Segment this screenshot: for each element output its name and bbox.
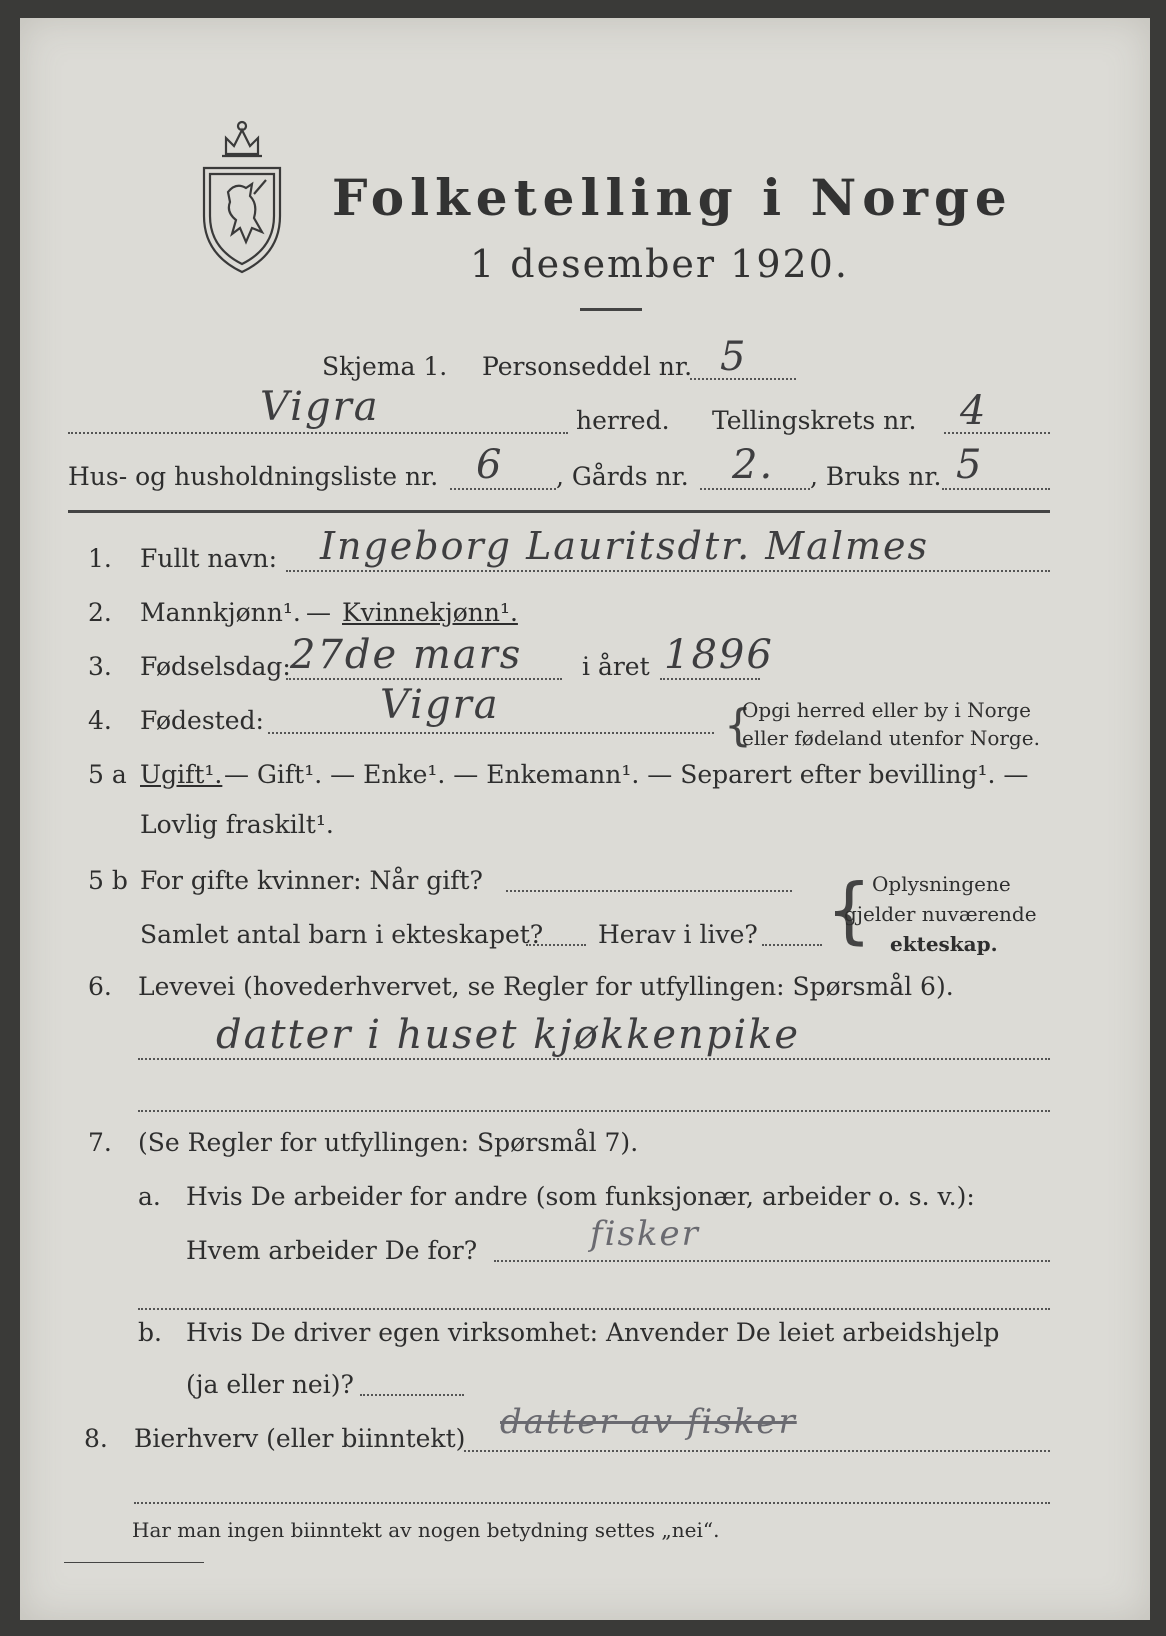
q8-field-line (464, 1450, 1050, 1452)
q7a-letter: a. (138, 1182, 161, 1211)
census-date: 1 desember 1920. (470, 242, 849, 286)
household-list-value[interactable]: 6 (476, 442, 504, 488)
schema-label: Skjema 1. (322, 352, 448, 381)
household-list-label: Hus- og husholdningsliste nr. (68, 462, 439, 491)
q6-field-line-2 (138, 1110, 1050, 1112)
q5a-options: — Gift¹. — Enke¹. — Enkemann¹. — Separert efter bevilling¹. — (224, 760, 1029, 789)
q3-number: 3. (88, 652, 112, 681)
q5b-children-field-line (526, 944, 586, 946)
q5b-married-label: For gifte kvinner: Når gift? (140, 866, 483, 895)
q6-label: Levevei (hovederhvervet, se Regler for utfyllingen: Spørsmål 6). (138, 972, 954, 1001)
personseddel-label: Personseddel nr. (482, 352, 693, 381)
q8-field-line-2 (134, 1502, 1050, 1504)
q7b-line2: (ja eller nei)? (186, 1370, 354, 1399)
census-form (20, 18, 1150, 1620)
footer-note: Har man ingen biinntekt av nogen betydning settes „nei“. (132, 1518, 720, 1542)
norwegian-coat-of-arms-emblem (196, 116, 288, 278)
gards-label: , Gårds nr. (556, 462, 689, 491)
q5a-line2: Lovlig fraskilt¹. (140, 810, 334, 839)
q7-label: (Se Regler for utfyllingen: Spørsmål 7). (138, 1128, 639, 1157)
q4-label: Fødested: (140, 706, 264, 735)
q7b-field-line (360, 1394, 464, 1396)
q2-male-label: Mannkjønn¹. (140, 598, 301, 627)
form-title: Folketelling i Norge (332, 168, 1013, 227)
q1-field-line (286, 570, 1050, 572)
q5b-brace: { (826, 868, 872, 952)
q1-number: 1. (88, 544, 112, 573)
bruks-field-line (942, 488, 1050, 490)
employer-value[interactable]: fisker (590, 1214, 700, 1254)
q6-field-line-1 (138, 1058, 1050, 1060)
q5b-note-line3: ekteskap. (890, 932, 998, 956)
household-list-field-line (450, 488, 556, 490)
q4-number: 4. (88, 706, 112, 735)
tellingskrets-value[interactable]: 4 (960, 388, 988, 434)
q8-label: Bierhverv (eller biinntekt) (134, 1424, 466, 1453)
q5a-number: 5 a (88, 760, 127, 789)
q7b-letter: b. (138, 1318, 162, 1347)
q5b-note-line1: Oplysningene (872, 872, 1011, 896)
personseddel-value[interactable]: 5 (720, 334, 748, 380)
q7a-field-line (494, 1260, 1050, 1262)
q7b-line1: Hvis De driver egen virksomhet: Anvender De leiet arbeidshjelp (186, 1318, 1000, 1347)
gards-value[interactable]: 2. (732, 442, 775, 488)
q7-number: 7. (88, 1128, 112, 1157)
q1-label: Fullt navn: (140, 544, 278, 573)
footnote-rule (64, 1562, 204, 1563)
bruks-label: , Bruks nr. (810, 462, 942, 491)
gards-field-line (700, 488, 810, 490)
q4-field-line (268, 732, 714, 734)
q5b-note-line2: gjelder nuværende (844, 902, 1037, 926)
q5b-alive-field-line (762, 944, 822, 946)
q3-year-label: i året (582, 652, 650, 681)
q7-separator-line (138, 1308, 1050, 1310)
q3-year-field-line (660, 678, 760, 680)
q3-label: Fødselsdag: (140, 652, 291, 681)
birth-year-value[interactable]: 1896 (664, 632, 774, 678)
herred-field-line (68, 432, 568, 434)
q5b-married-field-line (506, 890, 792, 892)
tellingskrets-label: Tellingskrets nr. (712, 406, 917, 435)
herred-label: herred. (576, 406, 670, 435)
q7a-line1: Hvis De arbeider for andre (som funksjonær, arbeider o. s. v.): (186, 1182, 975, 1211)
q4-note-line1: Opgi herred eller by i Norge (742, 698, 1031, 722)
q7a-line2: Hvem arbeider De for? (186, 1236, 478, 1265)
title-divider (580, 308, 642, 311)
q3-day-field-line (286, 678, 562, 680)
q5b-children-label: Samlet antal barn i ekteskapet? (140, 920, 544, 949)
q2-female-label-underlined: Kvinnekjønn¹. (342, 598, 518, 627)
q5b-alive-label: Herav i live? (598, 920, 758, 949)
q5b-number: 5 b (88, 866, 128, 895)
herred-value[interactable]: Vigra (260, 384, 380, 430)
birth-day-value[interactable]: 27de mars (290, 632, 523, 678)
full-name-value[interactable]: Ingeborg Lauritsdtr. Malmes (320, 524, 930, 568)
q4-note-line2: eller fødeland utenfor Norge. (742, 726, 1040, 750)
birthplace-value[interactable]: Vigra (380, 682, 500, 728)
q4-brace: { (724, 700, 752, 751)
q2-separator: — (306, 598, 331, 627)
side-income-value-struck[interactable]: datter av fisker (500, 1402, 797, 1442)
q5a-ugift-underlined: Ugift¹. (140, 760, 223, 789)
bruks-value[interactable]: 5 (956, 442, 984, 488)
q2-number: 2. (88, 598, 112, 627)
header-divider (68, 510, 1050, 513)
q6-number: 6. (88, 972, 112, 1001)
q8-number: 8. (84, 1424, 108, 1453)
occupation-value[interactable]: datter i huset kjøkkenpike (216, 1012, 801, 1058)
